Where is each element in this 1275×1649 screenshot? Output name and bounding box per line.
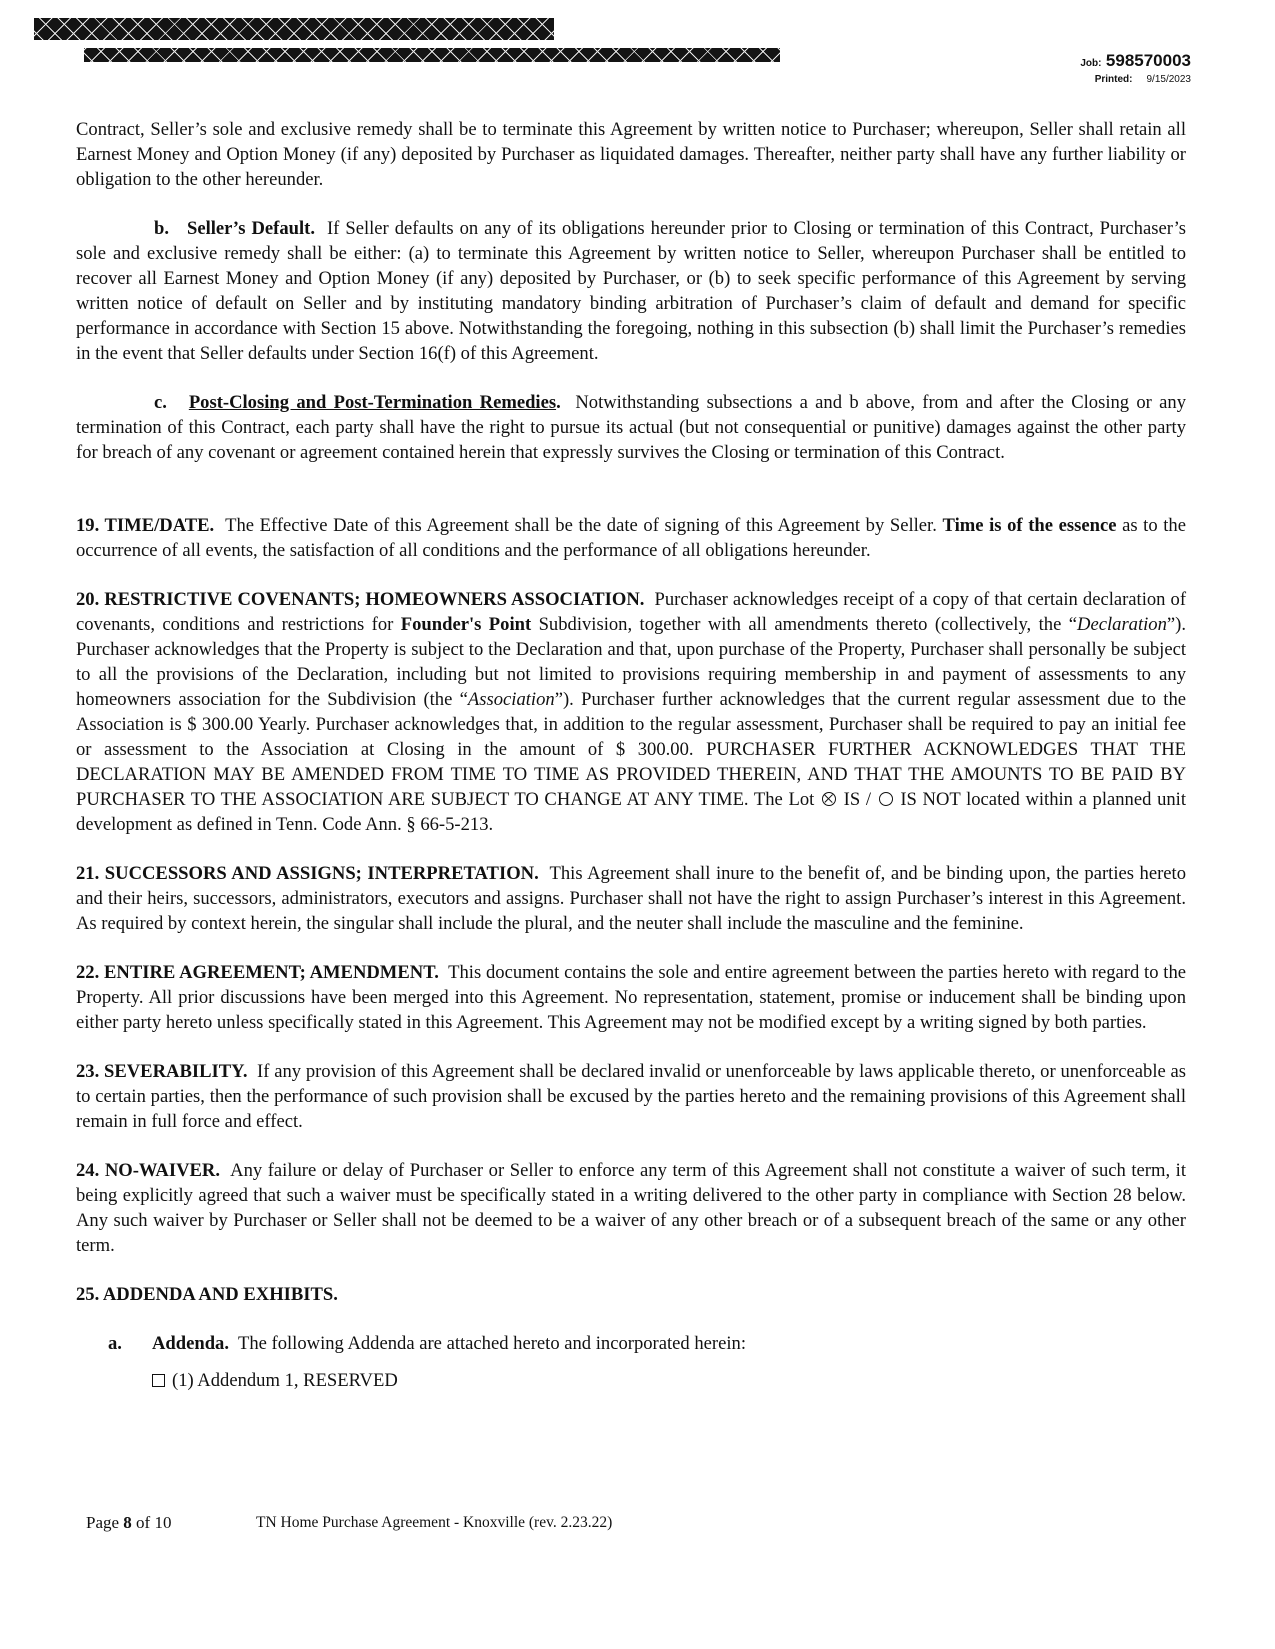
section-24-heading: 24. NO-WAIVER. xyxy=(76,1160,221,1181)
section-22-heading: 22. ENTIRE AGREEMENT; AMENDMENT. xyxy=(76,962,439,983)
section-23-heading: 23. SEVERABILITY. xyxy=(76,1061,248,1082)
section-21: 21. SUCCESSORS AND ASSIGNS; INTERPRETATION. This Agreement shall inure to the benefit of, and be binding upon, the parties hereto and their heirs, successors, administrators, executors and assigns. Purchaser shall not have the right to assign Purchaser’s interest in this Agreement. As required by context herein, the singular shall include the plural, and the neuter shall include the masculine and the feminine. xyxy=(76,863,1186,934)
section-19: 19. TIME/DATE. The Effective Date of this Agreement shall be the date of signing of this Agreement by Seller. Time is of the essence as to the occurrence of all events, the satisfaction of all conditions and the performance of all obligations hereunder. xyxy=(76,515,1186,561)
section-18b: b. Seller’s Default. If Seller defaults on any of its obligations hereunder prior to Closing or termination of this Contract, Purchaser’s sole and exclusive remedy shall be either: (a) to terminate this Agreement by written notice to Seller, whereupon Purchaser shall be entitled to recover all Earnest Money and Option Money (if any) deposited by Purchaser, or (b) to seek specific performance of this Agreement by serving written notice of default on Seller and by instituting mandatory binding arbitration of Purchaser’s claim of default and demand for specific performance in accordance with Section 15 above. Notwithstanding the foregoing, nothing in this subsection (b) shall limit the Purchaser’s remedies in the event that Seller defaults under Section 16(f) of this Agreement. xyxy=(76,218,1187,364)
section-22: 22. ENTIRE AGREEMENT; AMENDMENT. This document contains the sole and entire agreement between the parties hereto with regard to the Property. All prior discussions have been merged into this Agreement. No representation, statement, promise or inducement shall be binding upon either party hereto unless specifically stated in this Agreement. This Agreement may not be modified except by a writing signed by both parties. xyxy=(76,962,1187,1033)
section-20: 20. RESTRICTIVE COVENANTS; HOMEOWNERS ASSOCIATION. Purchaser acknowledges receipt of a copy of that certain declaration of covenants, conditions and restrictions for Founder's Point Subdivision, together with all amendments thereto (collectively, the “Declaration”). Purchaser acknowledges that the Property is subject to the Declaration and that, upon purchase of the Property, Purchaser shall personally be subject to all the provisions of the Declaration, including but not limited to provisions requiring membership in and payment of assessments to any homeowners association for the Subdivision (the “Association”). Purchaser further acknowledges that the current regular assessment due to the Association is $ 300.00 Yearly. Purchaser acknowledges that, in addition to the regular assessment, Purchaser shall be required to pay an initial fee or assessment to the Association at Closing in the amount of $ 300.00. PURCHASER FURTHER ACKNOWLEDGES THAT THE DECLARATION MAY BE AMENDED FROM TIME TO TIME AS PROVIDED THEREIN, AND THAT THE AMOUNTS TO BE PAID BY PURCHASER TO THE ASSOCIATION ARE SUBJECT TO CHANGE AT ANY TIME. The Lot IS / IS NOT located within a planned unit development as defined in Tenn. Code Ann. § 66-5-213. xyxy=(76,589,1187,835)
addendum-1-item: (1) Addendum 1, RESERVED xyxy=(152,1368,1186,1393)
section-19-heading: 19. TIME/DATE. xyxy=(76,515,215,536)
page-footer xyxy=(86,1513,613,1533)
section-25a-heading: Addenda. xyxy=(152,1333,229,1354)
printed-date: Printed: 9/15/2023 xyxy=(1094,74,1191,85)
section-18c-heading: Post-Closing and Post-Termination Remedies xyxy=(188,392,557,413)
is-not-radio-icon[interactable] xyxy=(879,792,893,806)
section-25a: a. Addenda. The following Addenda are attached hereto and incorporated herein: xyxy=(108,1333,746,1354)
document-body xyxy=(76,117,1186,1393)
redaction-bar xyxy=(34,18,554,40)
subdivision-name: Founder's Point xyxy=(400,614,532,635)
section-25-heading: 25. ADDENDA AND EXHIBITS. xyxy=(76,1284,338,1305)
section-18-continued: Contract, Seller’s sole and exclusive remedy shall be to terminate this Agreement by written notice to Purchaser; whereupon, Seller shall retain all Earnest Money and Option Money (if any) deposited by Purchaser as liquidated damages. Thereafter, neither party shall have any further liability or obligation to the other hereunder. xyxy=(76,119,1186,190)
section-21-heading: 21. SUCCESSORS AND ASSIGNS; INTERPRETATION. xyxy=(76,863,539,884)
page-number: Page 8 of 10 xyxy=(86,1513,172,1532)
addendum-1-checkbox[interactable] xyxy=(152,1374,165,1387)
job-number: Job: 598570003 xyxy=(1080,51,1191,70)
section-18c: c. Post-Closing and Post-Termination Remedies. Notwithstanding subsections a and b above, from and after the Closing or any termination of this Contract, each party shall have the right to pursue its actual (but not consequential or punitive) damages against the other party for breach of any covenant or agreement contained herein that expressly survives the Closing or termination of this Contract. xyxy=(76,392,1187,463)
section-23: 23. SEVERABILITY. If any provision of this Agreement shall be declared invalid or unenforceable by laws applicable thereto, or unenforceable as to certain parties, then the performance of such provision shall be excused by the parties hereto and the remaining provisions of this Agreement shall remain in full force and effect. xyxy=(76,1061,1186,1132)
is-radio-selected-icon[interactable] xyxy=(822,792,836,806)
document-title: TN Home Purchase Agreement - Knoxville (rev. 2.23.22) xyxy=(256,1514,613,1531)
section-24: 24. NO-WAIVER. Any failure or delay of Purchaser or Seller to enforce any term of this Agreement shall not constitute a waiver of such term, it being explicitly agreed that such a waiver must be specifically stated in a writing delivered to the other party in compliance with Section 28 below. Any such waiver by Purchaser or Seller shall not be deemed to be a waiver of any other breach or of a subsequent breach of the same or any other term. xyxy=(76,1160,1186,1256)
section-20-heading: 20. RESTRICTIVE COVENANTS; HOMEOWNERS ASSOCIATION. xyxy=(76,589,645,610)
printed-date-value: 9/15/2023 xyxy=(1146,74,1191,85)
redaction-bar xyxy=(84,48,780,62)
job-number-value: 598570003 xyxy=(1105,51,1191,70)
section-18b-heading: Seller’s Default. xyxy=(186,218,315,239)
